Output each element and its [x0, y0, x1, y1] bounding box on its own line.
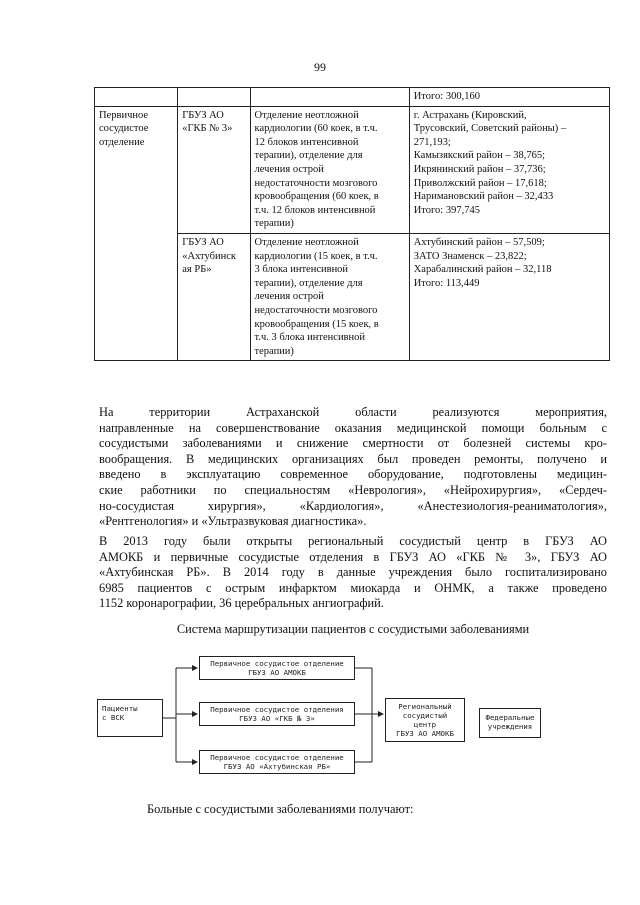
text-line: 1152 коронарографии, 36 церебральных ангиографий. [99, 596, 384, 611]
cell-line: Наримановский район – 32,433 [413, 191, 554, 203]
patients-box [97, 699, 163, 737]
cell-line: ГБУЗ АО [182, 236, 224, 248]
box-line: ГБУЗ АО АМОКБ [396, 729, 454, 738]
cell-line: недостаточности мозгового [254, 177, 378, 189]
cell-line: ая РБ» [182, 264, 212, 276]
box-line: с ВСК [102, 713, 125, 722]
cell-line: 271,193; [413, 136, 451, 148]
cell-line: кровообращения (15 коек, в [254, 318, 379, 330]
text-line: «Ахтубинская РБ». В 2014 году в данные учреждения было госпитализировано [99, 565, 607, 580]
cell-line: ЗАТО Знаменск – 23,822; [413, 250, 527, 262]
box-line: Первичное сосудистое отделение [210, 753, 344, 762]
cell-line: Харабалинский район – 32,118 [413, 264, 552, 276]
cell-line: Ахтубинский район – 57,509; [413, 236, 545, 248]
text-line: вообращения. В медицинских организациях был проведен ремонты, получено и [99, 451, 607, 466]
box-line: центр [413, 720, 437, 729]
cell-line: «Ахтубинск [182, 250, 236, 262]
cell-line: терапии) [254, 345, 294, 357]
cell-line: Отделение неотложной [254, 236, 359, 248]
text-line: АМОКБ и первичные сосудистые отделения в ГБУЗ АО «ГКБ № 3», ГБУЗ АО [99, 549, 607, 564]
box-line: Федеральные [485, 713, 535, 722]
cell-line: кровообращения (60 коек, в [254, 191, 379, 203]
cell-line: 12 блоков интенсивной [254, 136, 359, 148]
cell-line: Икрянинский район – 37,736; [413, 163, 546, 175]
text-line: На территории Астраханской области реализуются мероприятия, [99, 405, 607, 419]
cell-line: ГБУЗ АО [182, 109, 224, 121]
box-line: учреждения [487, 722, 533, 731]
cell-line: Итого: 397,745 [413, 204, 480, 216]
cell-line: т.ч. 3 блока интенсивной [254, 332, 366, 344]
cell-line: отделение [99, 136, 145, 148]
cell-line: лечения острой [254, 291, 324, 303]
cell-line: недостаточности мозгового [254, 304, 378, 316]
diagram-title: Система маршрутизации пациентов с сосудистыми заболеваниями [176, 622, 530, 636]
box-line: сосудистый [402, 711, 448, 720]
text-line: ские работники по специальностям «Неврология», «Нейрохирургия», «Сердеч- [99, 482, 607, 497]
cell-line: кардиологии (60 коек, в т.ч. [254, 123, 378, 135]
cell-line: Итого: 113,449 [413, 277, 480, 289]
cell-line: «ГКБ № 3» [182, 123, 233, 135]
box-line: ГБУЗ АО «Ахтубинская РБ» [223, 762, 331, 771]
regional-center-box [385, 698, 465, 742]
cell-line: терапии), отделение для [254, 150, 363, 162]
box-line: Региональный [398, 702, 452, 711]
federal-institutions-box [479, 708, 541, 738]
akhtubinsk-department-box [199, 750, 355, 774]
cell-line: терапии) [254, 218, 294, 230]
cell-line: лечения острой [254, 163, 324, 175]
box-line: Первичное сосудистое отделение [210, 659, 344, 668]
cell-line: Отделение неотложной [254, 109, 359, 121]
gkb3-department-box [199, 702, 355, 726]
text-line: введено в эксплуатацию современное оборудование, подготовлены медицин- [99, 467, 607, 482]
cell-line: Первичное [99, 109, 149, 121]
text-line: В 2013 году были открыты региональный сосудистый центр в ГБУЗ АО [99, 534, 607, 548]
cell-line: 3 блока интенсивной [254, 264, 349, 276]
cell-line: т.ч. 12 блоков интенсивной [254, 204, 376, 216]
box-line: Первичное сосудистое отделения [210, 705, 344, 714]
box-line: ГБУЗ АО «ГКБ № 3» [239, 714, 315, 723]
cell-line: кардиологии (15 коек, в т.ч. [254, 250, 378, 262]
cell-line: Приволжский район – 17,618; [413, 177, 547, 189]
cell-line: Камызякский район – 38,765; [413, 150, 546, 162]
page-number: 99 [314, 60, 326, 74]
ammokb-department-box [199, 656, 355, 680]
text-line: но-сосудистая хирургия», «Кардиология», «Анестезиология-реаниматология», [99, 498, 607, 513]
cell-line: Трусовский, Советский районы) – [413, 123, 567, 135]
text-line: «Рентгенология» и «Ультразвуковая диагностика». [99, 514, 367, 529]
footer-text: Больные с сосудистыми заболеваниями получают: [147, 802, 414, 816]
box-line: Пациенты [102, 704, 138, 713]
text-line: сосудистыми заболеваниями и снижение смертности от болезней системы кро- [99, 436, 607, 451]
text-line: 6985 пациентов с острым инфарктом миокарда и ОНМК, а также проведено [99, 580, 607, 595]
table-cell-total: Итого: 300,160 [409, 88, 609, 107]
cell-line: г. Астрахань (Кировский, [413, 109, 527, 121]
text-line: направленные на совершенствование оказания медицинской помощи больным с [99, 420, 607, 435]
cell-line: сосудистое [99, 123, 149, 135]
cell-line: терапии), отделение для [254, 277, 363, 289]
box-line: ГБУЗ АО АМОКБ [248, 668, 306, 677]
